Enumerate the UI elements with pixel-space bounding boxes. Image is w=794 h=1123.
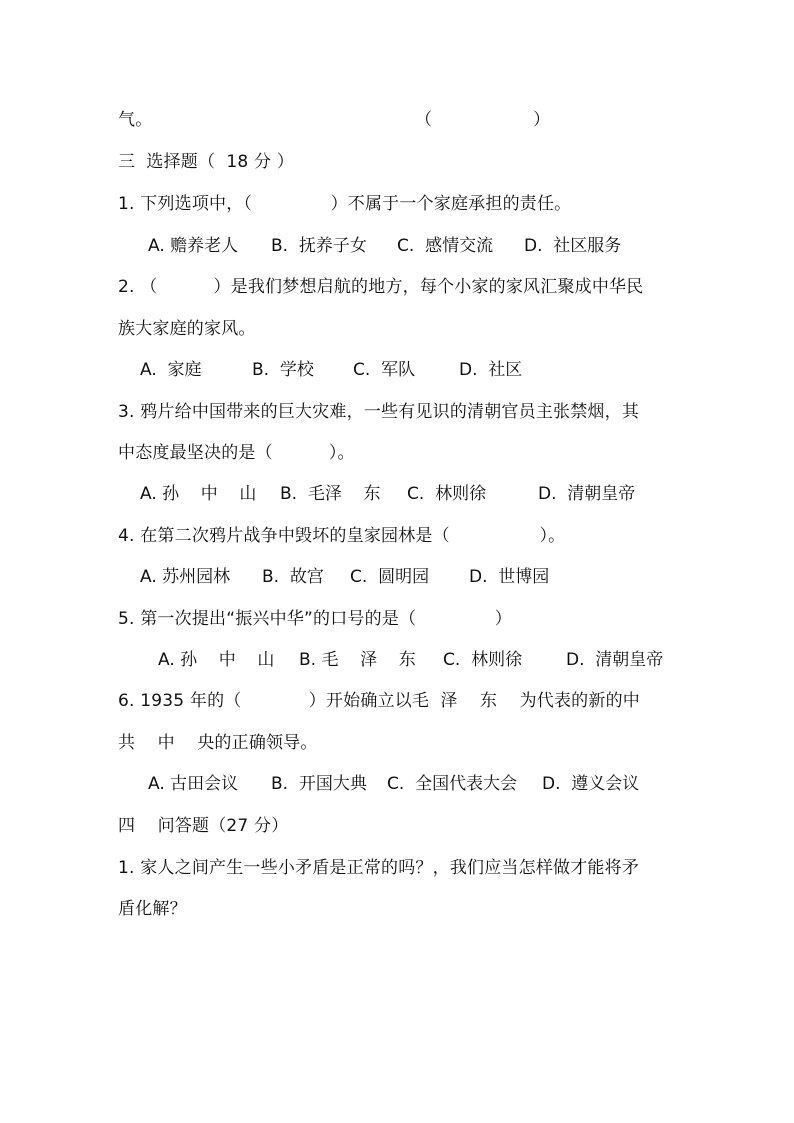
essay-question-1-line-2: 盾化解？ [118, 899, 187, 919]
option-d: D. 遵义会议 [542, 774, 640, 794]
option-b: B. 学校 [252, 360, 314, 380]
option-c: C. 林则徐 [443, 650, 523, 670]
option-c: C. 圆明园 [350, 567, 430, 587]
option-c: C. 感情交流 [397, 236, 494, 256]
question-5: 5. 第一次提出“振兴中华”的口号的是（ ） [118, 609, 512, 629]
section-4-title: 四 问答题（27 分） [118, 816, 289, 836]
section-3-title: 三 选择题（ 18 分 ） [118, 152, 295, 172]
option-a: A. 古田会议 [148, 774, 239, 794]
option-c: C. 林则徐 [407, 484, 487, 504]
option-b: B. 毛 泽 东 [299, 650, 416, 670]
option-d: D. 清朝皇帝 [538, 484, 636, 504]
continuation-text: 气。 [118, 110, 153, 130]
essay-question-1-line-1: 1. 家人之间产生一些小矛盾是正常的吗？，我们应当怎样做才能将矛 [118, 858, 640, 878]
option-a: A. 孙 中 山 [158, 650, 275, 670]
option-b: B. 开国大典 [271, 774, 367, 794]
option-d: D. 社区服务 [524, 236, 622, 256]
option-d: D. 社区 [459, 360, 523, 380]
question-2-line-1: 2. （ ）是我们梦想启航的地方，每个小家的家风汇聚成中华民 [118, 277, 644, 297]
option-a: A. 家庭 [140, 360, 202, 380]
option-c: C. 全国代表大会 [387, 774, 518, 794]
option-d: D. 清朝皇帝 [566, 650, 664, 670]
question-6-line-2: 共 中 央的正确领导。 [118, 733, 318, 753]
option-b: B. 故宫 [262, 567, 324, 587]
option-b: B. 毛泽 东 [280, 484, 381, 504]
question-3-line-1: 3. 鸦片给中国带来的巨大灾难，一些有见识的清朝官员主张禁烟，其 [118, 402, 640, 422]
option-b: B. 抚养子女 [271, 236, 367, 256]
option-a: A. 苏州园林 [140, 567, 231, 587]
answer-paren: （ ） [415, 110, 551, 130]
question-1: 1. 下列选项中，（ ）不属于一个家庭承担的责任。 [118, 194, 572, 214]
option-d: D. 世博园 [469, 567, 550, 587]
option-a: A. 赡养老人 [148, 236, 239, 256]
question-3-line-2: 中态度最坚决的是（ ）。 [118, 443, 355, 463]
option-a: A. 孙 中 山 [140, 484, 257, 504]
option-c: C. 军队 [353, 360, 416, 380]
question-2-line-2: 族大家庭的家风。 [118, 319, 256, 339]
question-4: 4. 在第二次鸦片战争中毁坏的皇家园林是（ ）。 [118, 526, 566, 546]
question-6-line-1: 6. 1935 年的（ ）开始确立以毛 泽 东 为代表的新的中 [118, 691, 640, 711]
